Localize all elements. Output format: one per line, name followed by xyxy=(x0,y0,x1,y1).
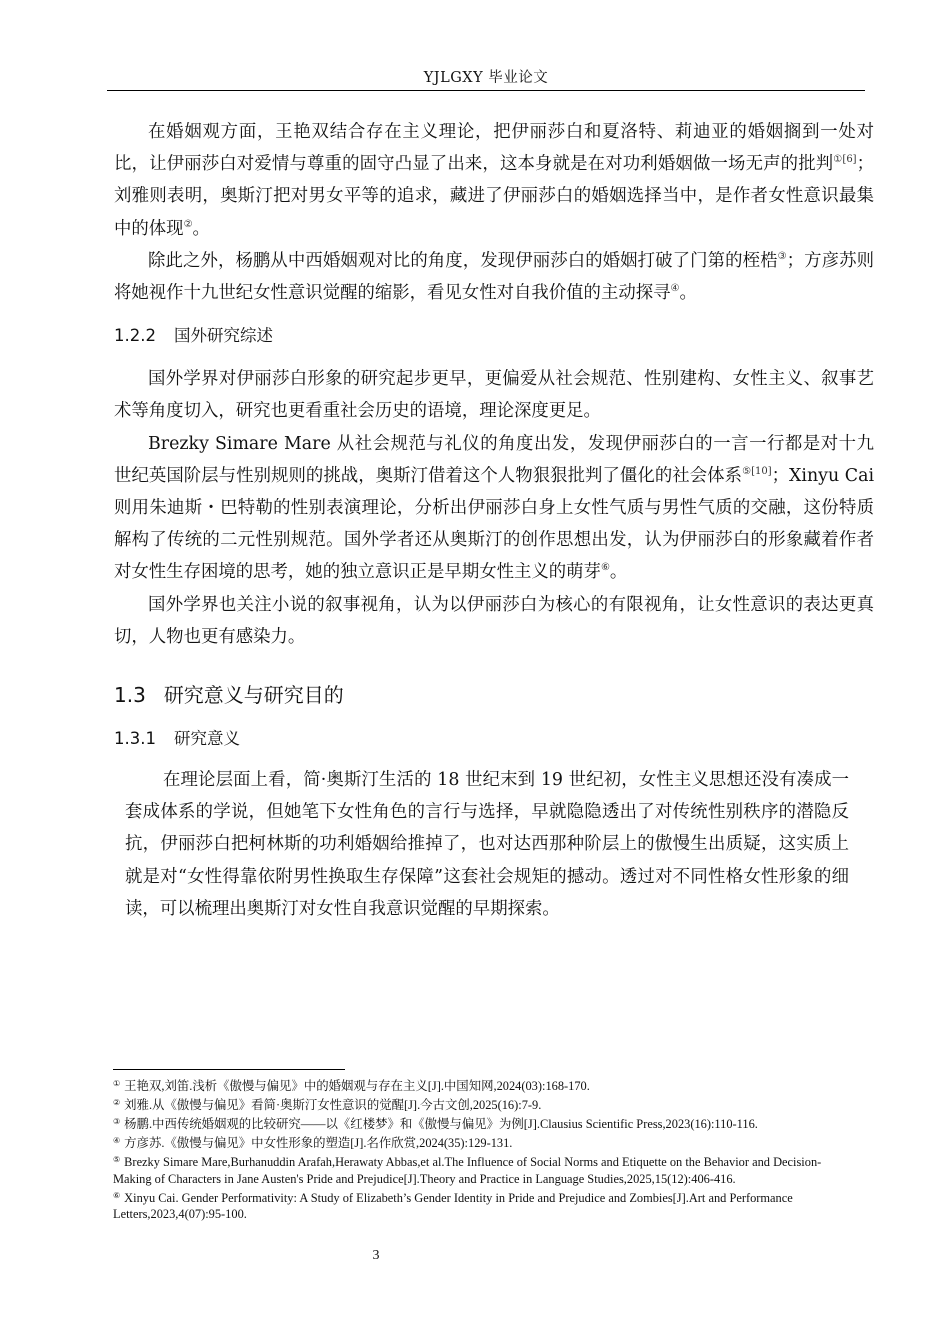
footnote-ref[interactable]: ⑥ xyxy=(600,562,610,574)
heading-1-3-1: 1.3.1 研究意义 xyxy=(114,729,240,749)
footnote-ref[interactable]: ④ xyxy=(670,283,680,295)
paragraph-narrative-view: 国外学界也关注小说的叙事视角，认为以伊丽莎白为核心的有限视角，让女性意识的表达更真切，人物也更有感染力。 xyxy=(114,594,874,647)
footnote-item: ③ 杨鹏.中西传统婚姻观的比较研究——以《红楼梦》和《傲慢与偏见》为例[J].Clausius Scientific Press,2023(16):110-116. xyxy=(113,1117,758,1131)
paragraph-comparison: 除此之外，杨鹏从中西婚姻观对比的角度，发现伊丽莎白的婚姻打破了门第的桎梏③；方彦苏则将她视作十九世纪女性意识觉醒的缩影，看见女性对自我价值的主动探寻④。 xyxy=(114,250,874,304)
footnote-item: ① 王艳双,刘笛.浅析《傲慢与偏见》中的婚姻观与存在主义[J].中国知网,2024(03):168-170. xyxy=(113,1079,590,1093)
footnote-item: ④ 方彦苏.《傲慢与偏见》中女性形象的塑造[J].名作欣赏,2024(35):129-131. xyxy=(113,1136,513,1150)
heading-1-3: 1.3 研究意义与研究目的 xyxy=(114,683,344,708)
main-body xyxy=(114,116,874,925)
footnotes xyxy=(113,1076,855,1223)
heading-1-2-2: 1.2.2 国外研究综述 xyxy=(114,326,273,346)
paragraph-research-significance: 在理论层面上看，简·奥斯汀生活的 18 世纪末到 19 世纪初，女性主义思想还没有凑成一套成体系的学说，但她笔下女性角色的言行与选择，早就隐隐透出了对传统性别秩序的潜隐反抗，伊丽莎白把柯林斯的功利婚姻给推掉了，也对达西那种阶层上的傲慢生出质疑，这实质上就是对“女性得靠依附男性换取生存保障”这套社会规矩的撼动。透过对不同性格女性形象的细读，可以梳理出奥斯汀对女性自我意识觉醒的早期探索。 xyxy=(125,770,849,919)
header-rule xyxy=(107,90,865,91)
footnote-separator xyxy=(113,1069,345,1070)
paragraph-marriage-view: 在婚姻观方面，王艳双结合存在主义理论，把伊丽莎白和夏洛特、莉迪亚的婚姻搁到一处对比，让伊丽莎白对爱情与尊重的固守凸显了出来，这本身就是在对功利婚姻做一场无声的批判$^{①[6]}$；刘雅则表明，奥斯汀把对男女平等的追求，藏进了伊丽莎白的婚姻选择当中，是作者女性意识最集中的体现②。 xyxy=(114,122,874,239)
footnote-ref[interactable]: ③ xyxy=(777,250,787,262)
footnote-item: ⑥ Xinyu Cai. Gender Performativity: A Study of Elizabeth’s Gender Identity in Pride and Prejudice and Zombies[J].Art and Performance Letters,2023,4(07):95-100. xyxy=(113,1190,793,1221)
paragraph-foreign-overview: 国外学界对伊丽莎白形象的研究起步更早，更偏爱从社会规范、性别建构、女性主义、叙事艺术等角度切入，研究也更看重社会历史的语境，理论深度更足。 xyxy=(114,369,874,422)
paragraph-foreign-studies: Brezky Simare Mare 从社会规范与礼仪的角度出发，发现伊丽莎白的一言一行都是对十九世纪英国阶层与性别规则的挑战，奥斯汀借着这个人物狠狠批判了僵化的社会体系$^{⑤[10]}$；Xinyu Cai 则用朱迪斯・巴特勒的性别表演理论，分析出伊丽莎白身上女性气质与男性气质的交融，这份特质解构了传统的二元性别规范。国外学者还从奥斯汀的创作思想出发，认为伊丽莎白的形象藏着作者对女性生存困境的思考，她的独立意识正是早期女性主义的萌芽⑥。 xyxy=(114,433,875,583)
page-number: 3 xyxy=(372,1248,380,1263)
footnote-item: ② 刘雅.从《傲慢与偏见》看简·奥斯汀女性意识的觉醒[J].今古文创,2025(16):7-9. xyxy=(113,1098,542,1112)
running-header: YJLGXY 毕业论文 xyxy=(423,70,549,86)
footnote-ref[interactable]: ⑤[10] xyxy=(742,465,772,477)
footnote-ref[interactable]: ② xyxy=(183,218,193,230)
footnote-item: ⑤ Brezky Simare Mare,Burhanuddin Arafah,Herawaty Abbas,et al.The Influence of Social Norms and Etiquette on the Behavior and Decision-Making of Characters in Jane Austen's Pride and Prejudice[J].Theory and Practice in Language Studies,2025,15(12):406-416. xyxy=(113,1155,822,1186)
footnote-ref[interactable]: ①[6] xyxy=(833,154,857,166)
